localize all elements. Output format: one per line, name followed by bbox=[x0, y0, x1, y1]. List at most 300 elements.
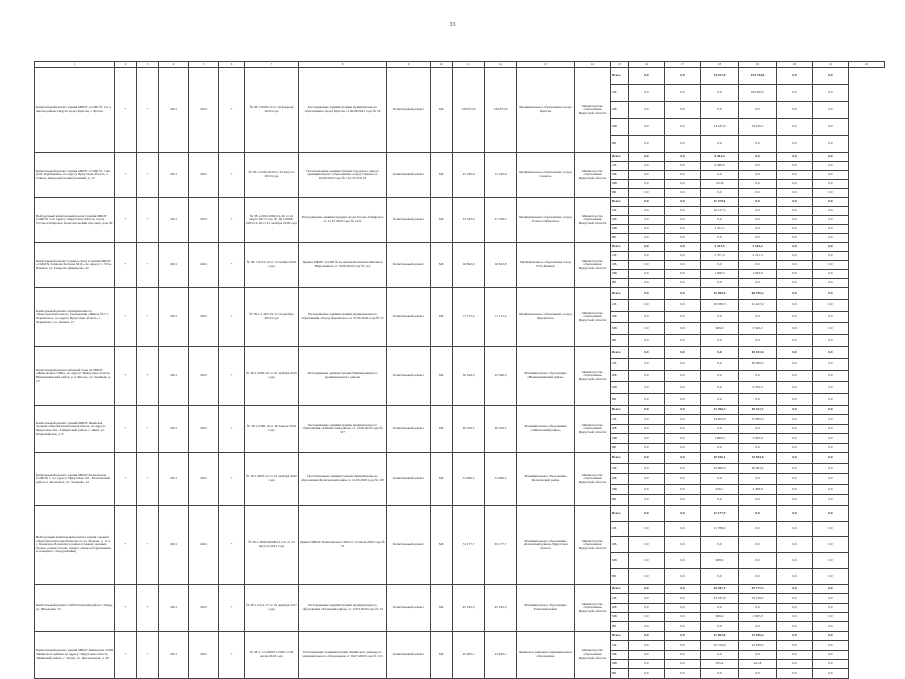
mark-cell: + bbox=[219, 452, 245, 505]
object-name: Капитальный ремонт здания МБОУ Зиминская СОШ Зиминского района по адресу: Иркутская область, Зиминский район, с. Хазан, ул. Центральная, д. 28 bbox=[35, 631, 115, 678]
funding-value: 0,0 bbox=[739, 424, 777, 433]
start-year: 2021 bbox=[159, 346, 189, 405]
funding-value: 0,0 bbox=[665, 505, 701, 521]
funding-value: 3 499,6 bbox=[739, 484, 777, 495]
funding-value: 0,0 bbox=[665, 569, 701, 585]
object-name: Капитальный ремонт (замена окон) в здании МБОУ «СОШ № 6 имени Хохлова М.Д.» по адресу: г. Усть-Илимск, ул. Генерала Димитрова, 32 bbox=[35, 243, 115, 288]
funding-source: ФБ bbox=[611, 474, 629, 485]
expertise-conclusion: № 38-1-0190-2019 от 23 августа 2019 года bbox=[245, 153, 299, 198]
funding-source: Всего bbox=[611, 584, 629, 593]
funding-value: 29 387,5 bbox=[701, 584, 739, 593]
funding-value: 0,0 bbox=[665, 189, 701, 198]
funding-value: 0,0 bbox=[701, 279, 739, 288]
mc-cell: МС bbox=[431, 452, 453, 505]
table-row bbox=[35, 631, 885, 640]
funding-value: 0,0 bbox=[813, 434, 849, 443]
funding-value: 0,0 bbox=[629, 252, 665, 261]
mc-cell: МС bbox=[431, 288, 453, 347]
column-number: 1 bbox=[35, 62, 115, 68]
mark-cell: + bbox=[137, 584, 159, 631]
approval-document: Приказ МБОУ «СОШ № 6» имени Блохинова Михаила Николаевича от 14.08.2020 года № 112 bbox=[299, 243, 387, 288]
funding-value: 0,0 bbox=[777, 279, 813, 288]
ministry: Министерство образования Иркутской области bbox=[575, 405, 611, 452]
funding-source: ОБ bbox=[611, 594, 629, 603]
funding-value: 0,0 bbox=[777, 207, 813, 216]
page-number: 33 bbox=[449, 22, 456, 28]
table-row bbox=[35, 405, 885, 414]
funding-source: ВБ bbox=[611, 569, 629, 585]
funding-value: 19 603,0 bbox=[701, 415, 739, 424]
column-number: 22 bbox=[849, 62, 885, 68]
funding-value: 0,0 bbox=[629, 68, 665, 85]
estimated-cost: 67 242,5 bbox=[453, 584, 485, 631]
funding-value: 0,0 bbox=[813, 279, 849, 288]
funding-value: 12 039,5 bbox=[739, 641, 777, 650]
funding-value: 0,0 bbox=[777, 358, 813, 370]
approval-document: Распоряжение администрации города Усолье-Сибирское от 21.07.2020 года № 1232 bbox=[299, 198, 387, 243]
funding-value: 23 337,6 bbox=[701, 594, 739, 603]
funding-value: 0,0 bbox=[813, 323, 849, 335]
work-kind: Капитальный ремонт bbox=[387, 68, 431, 153]
funding-value: 0,0 bbox=[777, 613, 813, 622]
mark-cell: + bbox=[115, 346, 137, 405]
work-kind: Капитальный ремонт bbox=[387, 584, 431, 631]
funding-value: 0,0 bbox=[629, 622, 665, 631]
approval-document: Распоряжение администрации муниципального образования «Город Черемхово» от 27.06.2020 года № 57 bbox=[299, 288, 387, 347]
column-number: 14 bbox=[575, 62, 611, 68]
funding-source: Всего bbox=[611, 346, 629, 358]
column-number: 21 bbox=[813, 62, 849, 68]
funding-source: ОБ bbox=[611, 299, 629, 311]
mc-cell: МС bbox=[431, 68, 453, 153]
funding-value: 0,0 bbox=[813, 198, 849, 207]
mark-cell: + bbox=[137, 198, 159, 243]
column-number: 5 bbox=[189, 62, 219, 68]
funding-value: 0,0 bbox=[629, 270, 665, 279]
funding-source: Всего bbox=[611, 243, 629, 252]
object-name: Выборочный капитальный ремонт здания средней общеобразовательной школы по ул. Фурова, д. 11 в с. Кошелево Боханского района (замена оконных блоков, ремонт полов, замена электрооборудования и пожарного оборудования) bbox=[35, 505, 115, 584]
end-year: 2022 bbox=[189, 198, 219, 243]
funding-value: 0,0 bbox=[813, 68, 849, 85]
funding-value: 0,0 bbox=[813, 521, 849, 537]
funding-value: 0,0 bbox=[739, 153, 777, 162]
table-row bbox=[35, 243, 885, 252]
start-year: 2021 bbox=[159, 631, 189, 678]
mc-cell: МС bbox=[431, 243, 453, 288]
funding-value: 0,0 bbox=[629, 443, 665, 452]
funding-source: ОБ bbox=[611, 252, 629, 261]
municipality: Муниципальное образование город Усть-Илимск bbox=[517, 243, 575, 288]
funding-value: 0,0 bbox=[777, 631, 813, 640]
funding-value: 0,0 bbox=[665, 102, 701, 119]
funding-value: 0,0 bbox=[665, 252, 701, 261]
mark-cell: + bbox=[115, 405, 137, 452]
mark-cell: + bbox=[115, 288, 137, 347]
column-number: 19 bbox=[739, 62, 777, 68]
estimated-cost: 77 175,4 bbox=[453, 288, 485, 347]
municipality: Муниципальное образование Балаганский район bbox=[517, 452, 575, 505]
funding-value: 0,0 bbox=[813, 136, 849, 153]
funding-source: ОБ bbox=[611, 521, 629, 537]
funding-value: 0,0 bbox=[629, 171, 665, 180]
funding-value: 0,0 bbox=[813, 484, 849, 495]
funding-value: 0,0 bbox=[777, 415, 813, 424]
funding-value: 0,0 bbox=[777, 474, 813, 485]
funding-value: 0,0 bbox=[777, 153, 813, 162]
expertise-conclusion: № 38-1-0213-19 от 13 ноября 2019 года bbox=[245, 243, 299, 288]
funding-value: 0,0 bbox=[701, 424, 739, 433]
funding-value: 0,0 bbox=[739, 505, 777, 521]
funding-value: 0,0 bbox=[665, 171, 701, 180]
funding-value: 0,0 bbox=[777, 270, 813, 279]
funding-value: 0,0 bbox=[665, 382, 701, 394]
mark-cell: + bbox=[219, 631, 245, 678]
funding-value: 0,0 bbox=[665, 323, 701, 335]
column-number: 3 bbox=[137, 62, 159, 68]
funding-value: 0,0 bbox=[777, 594, 813, 603]
funding-value: 0,0 bbox=[629, 484, 665, 495]
funding-value: 0,0 bbox=[701, 569, 739, 585]
funding-value: 0,0 bbox=[777, 162, 813, 171]
expertise-conclusion: № 38-1-0061-0002/12-20 от 24 марта 2017 года, № 38-1-0008-0003/12-18 от 25 октября 2018 года bbox=[245, 198, 299, 243]
funding-value: 10 724,0 bbox=[701, 641, 739, 650]
funding-value: 0,0 bbox=[777, 669, 813, 678]
funding-value: 0,0 bbox=[739, 207, 777, 216]
funding-value: 0,0 bbox=[665, 537, 701, 553]
funding-value: 0,0 bbox=[665, 394, 701, 406]
funding-value: 0,0 bbox=[813, 225, 849, 234]
funding-value: 6 961,4 bbox=[701, 153, 739, 162]
funding-value: 0,0 bbox=[813, 207, 849, 216]
funding-value: 0,0 bbox=[813, 180, 849, 189]
funding-value: 0,0 bbox=[665, 243, 701, 252]
funding-value: 10 030,3 bbox=[701, 299, 739, 311]
funding-value: 0,0 bbox=[739, 216, 777, 225]
funding-source: ФБ bbox=[611, 424, 629, 433]
funding-value: 0,0 bbox=[629, 370, 665, 382]
funding-value: 0,0 bbox=[739, 650, 777, 659]
expertise-conclusion: № 38-1-1-3-026071-2020 от 06 июля 2020 года bbox=[245, 631, 299, 678]
funding-value: 0,0 bbox=[813, 234, 849, 243]
funding-value: 0,0 bbox=[777, 650, 813, 659]
funding-value: 0,0 bbox=[813, 216, 849, 225]
funding-value: 0,0 bbox=[777, 505, 813, 521]
funding-value: 0,0 bbox=[665, 594, 701, 603]
funding-value: 40 063,4 bbox=[739, 463, 777, 474]
funding-value: 0,0 bbox=[777, 569, 813, 585]
start-year: 2021 bbox=[159, 505, 189, 584]
funding-value: 0,0 bbox=[813, 252, 849, 261]
funding-value: 0,0 bbox=[813, 370, 849, 382]
mark-cell: + bbox=[137, 288, 159, 347]
estimated-cost: 16 692,9 bbox=[453, 243, 485, 288]
funding-value: 0,0 bbox=[739, 189, 777, 198]
funding-value: 0,0 bbox=[739, 443, 777, 452]
start-year: 2021 bbox=[159, 153, 189, 198]
estimated-cost: 40 356,3 bbox=[453, 405, 485, 452]
table-row bbox=[35, 452, 885, 463]
funding-value: 0,0 bbox=[777, 603, 813, 612]
expertise-conclusion: № 38-1-1-265-19 от 19 декабря 2019 года bbox=[245, 288, 299, 347]
funding-value: 6 269,6 bbox=[701, 162, 739, 171]
funding-value: 0,0 bbox=[629, 323, 665, 335]
funding-value: 0,0 bbox=[777, 382, 813, 394]
column-number: 6 bbox=[219, 62, 245, 68]
funding-value: 0,0 bbox=[813, 650, 849, 659]
estimated-cost: 25 005,1 bbox=[453, 631, 485, 678]
estimated-cost: 25 190,6 bbox=[453, 153, 485, 198]
funding-value: 0,0 bbox=[629, 335, 665, 347]
funding-value: 0,0 bbox=[665, 225, 701, 234]
work-kind: Капитальный ремонт bbox=[387, 631, 431, 678]
funding-value: 0,0 bbox=[777, 85, 813, 102]
mc-cell: МС bbox=[431, 153, 453, 198]
funding-value: 0,0 bbox=[701, 669, 739, 678]
approval-document: Приказ МБОУ Кошелевская СОШ от 12 июля 2020 года № 35 bbox=[299, 505, 387, 584]
funding-value: 0,0 bbox=[665, 443, 701, 452]
funding-value: 0,0 bbox=[739, 225, 777, 234]
funding-value: 0,0 bbox=[701, 537, 739, 553]
funding-value: 0,0 bbox=[665, 495, 701, 506]
municipality: Муниципальное образование «Нижнеилимский район» bbox=[517, 346, 575, 405]
funding-value: 0,0 bbox=[813, 641, 849, 650]
funding-value: 0,0 bbox=[739, 521, 777, 537]
funding-value: 2 231,3 bbox=[739, 252, 777, 261]
funding-value: 0,0 bbox=[813, 243, 849, 252]
funding-value: 0,0 bbox=[777, 311, 813, 323]
remaining-cost: 126 873,6 bbox=[485, 68, 517, 153]
funding-value: 0,0 bbox=[813, 631, 849, 640]
funding-value: 0,0 bbox=[665, 603, 701, 612]
funding-value: 0,0 bbox=[813, 594, 849, 603]
ministry: Министерство образования Иркутской области bbox=[575, 153, 611, 198]
funding-value: 0,0 bbox=[665, 631, 701, 640]
funding-value: 1 002,9 bbox=[739, 270, 777, 279]
funding-value: 0,0 bbox=[665, 434, 701, 443]
funding-value: 0,0 bbox=[629, 153, 665, 162]
funding-value: 0,0 bbox=[665, 207, 701, 216]
funding-value: 14 427,0 bbox=[701, 68, 739, 85]
column-number: 9 bbox=[387, 62, 431, 68]
funding-value: 0,0 bbox=[739, 622, 777, 631]
funding-value: 0,0 bbox=[701, 622, 739, 631]
start-year: 2021 bbox=[159, 452, 189, 505]
funding-value: 36 406,3 bbox=[739, 358, 777, 370]
funding-value: 0,0 bbox=[665, 358, 701, 370]
column-number: 17 bbox=[665, 62, 701, 68]
funding-value: 0,0 bbox=[813, 613, 849, 622]
funding-value: 0,0 bbox=[629, 119, 665, 136]
funding-value: 0,0 bbox=[777, 136, 813, 153]
work-kind: Капитальный ремонт bbox=[387, 288, 431, 347]
funding-value: 0,0 bbox=[665, 521, 701, 537]
mark-cell: + bbox=[219, 346, 245, 405]
funding-value: 0,0 bbox=[629, 358, 665, 370]
remaining-cost: 40 356,3 bbox=[485, 405, 517, 452]
funding-value: 0,0 bbox=[629, 537, 665, 553]
funding-value: 0,0 bbox=[629, 225, 665, 234]
funding-value: 0,0 bbox=[665, 261, 701, 270]
funding-value: 0,0 bbox=[813, 474, 849, 485]
funding-value: 0,0 bbox=[739, 669, 777, 678]
column-number: 20 bbox=[777, 62, 813, 68]
mc-cell: МС bbox=[431, 631, 453, 678]
estimated-cost: 31 343,6 bbox=[453, 198, 485, 243]
remaining-cost: 16 623,8 bbox=[485, 243, 517, 288]
funding-value: 0,0 bbox=[665, 622, 701, 631]
funding-value: 13 440,4 bbox=[739, 631, 777, 640]
funding-value: 0,0 bbox=[629, 198, 665, 207]
funding-source: ВБ bbox=[611, 495, 629, 506]
funding-value: 0,0 bbox=[629, 299, 665, 311]
funding-value: 100 494,7 bbox=[739, 85, 777, 102]
work-kind: Капитальный ремонт bbox=[387, 346, 431, 405]
funding-source: МБ bbox=[611, 660, 629, 669]
funding-value: 0,0 bbox=[629, 669, 665, 678]
funding-value: 0,0 bbox=[813, 335, 849, 347]
funding-source: ОБ bbox=[611, 358, 629, 370]
funding-value: 0,0 bbox=[665, 198, 701, 207]
funding-source: ФБ bbox=[611, 171, 629, 180]
expertise-conclusion: № 38-1-0879-15 от 25 октября 2020 года bbox=[245, 452, 299, 505]
column-number: 12 bbox=[485, 62, 517, 68]
funding-value: 0,0 bbox=[629, 424, 665, 433]
funding-value: 0,0 bbox=[777, 119, 813, 136]
funding-source: ОБ bbox=[611, 85, 629, 102]
funding-value: 0,0 bbox=[739, 537, 777, 553]
funding-value: 21 496,3 bbox=[701, 405, 739, 414]
funding-value: 0,0 bbox=[739, 279, 777, 288]
table-row bbox=[35, 505, 885, 521]
end-year: 2022 bbox=[189, 631, 219, 678]
funding-source: ОБ bbox=[611, 463, 629, 474]
funding-value: 0,0 bbox=[665, 162, 701, 171]
funding-value: 10 936,1 bbox=[701, 452, 739, 463]
funding-source: ОБ bbox=[611, 641, 629, 650]
funding-value: 0,0 bbox=[629, 405, 665, 414]
funding-value: 0,0 bbox=[665, 270, 701, 279]
ministry: Министерство образования Иркутской области bbox=[575, 68, 611, 153]
funding-value: 0,0 bbox=[813, 660, 849, 669]
mark-cell: + bbox=[219, 584, 245, 631]
approval-document: Постановление администрации городского округа муниципального образования «город Саянск» от 04.09.2019 года № 110-37-976-19 bbox=[299, 153, 387, 198]
mc-cell: МС bbox=[431, 346, 453, 405]
funding-value: 0,0 bbox=[629, 261, 665, 270]
object-name: Капитальный ремонт зданий МБОУ Икейская средняя общеобразовательная школа, по адресу: Иркутская обл., Тайшетский район, с. Икей, ул. Первомайская, д. 8 bbox=[35, 405, 115, 452]
funding-value: 0,0 bbox=[813, 669, 849, 678]
mark-cell: + bbox=[137, 68, 159, 153]
funding-value: 0,0 bbox=[777, 484, 813, 495]
funding-source: ФБ bbox=[611, 102, 629, 119]
mark-cell: + bbox=[137, 405, 159, 452]
approval-document: Распоряжение администрации муниципального образования «Тайшетский район» от 14.06.2020 года № 317 bbox=[299, 405, 387, 452]
funding-value: 0,0 bbox=[665, 346, 701, 358]
funding-value: 0,0 bbox=[813, 162, 849, 171]
funding-value: 10 969,6 bbox=[701, 288, 739, 300]
funding-value: 0,0 bbox=[665, 180, 701, 189]
funding-value: 11 379,0 bbox=[701, 198, 739, 207]
end-year: 2022 bbox=[189, 405, 219, 452]
funding-value: 0,0 bbox=[739, 261, 777, 270]
end-year: 2022 bbox=[189, 243, 219, 288]
funding-value: 0,0 bbox=[665, 669, 701, 678]
funding-value: 0,0 bbox=[813, 358, 849, 370]
funding-value: 0,0 bbox=[813, 505, 849, 521]
funding-value: 0,0 bbox=[665, 234, 701, 243]
funding-value: 0,0 bbox=[701, 85, 739, 102]
start-year: 2021 bbox=[159, 584, 189, 631]
funding-value: 0,0 bbox=[701, 189, 739, 198]
funding-value: 66 790,2 bbox=[739, 288, 777, 300]
table-row bbox=[35, 288, 885, 300]
funding-source: ФБ bbox=[611, 261, 629, 270]
funding-value: 0,0 bbox=[629, 452, 665, 463]
funding-value: 0,0 bbox=[777, 261, 813, 270]
end-year: 2022 bbox=[189, 153, 219, 198]
funding-value: 0,0 bbox=[665, 311, 701, 323]
funding-value: 0,0 bbox=[777, 335, 813, 347]
funding-value: 0,0 bbox=[739, 474, 777, 485]
funding-value: 0,0 bbox=[739, 171, 777, 180]
start-year: 2021 bbox=[159, 68, 189, 153]
funding-source: Всего bbox=[611, 198, 629, 207]
funding-value: 0,0 bbox=[629, 85, 665, 102]
funding-value: 0,0 bbox=[701, 650, 739, 659]
funding-value: 0,0 bbox=[701, 394, 739, 406]
funding-value: 0,0 bbox=[777, 641, 813, 650]
funding-value: 0,0 bbox=[665, 424, 701, 433]
municipality: Муниципальное образование «город Усолье-Сибирское» bbox=[517, 198, 575, 243]
work-kind: Капитальный ремонт bbox=[387, 153, 431, 198]
funding-value: 0,0 bbox=[777, 495, 813, 506]
funding-source: Всего bbox=[611, 452, 629, 463]
mark-cell: + bbox=[115, 505, 137, 584]
table-row bbox=[35, 584, 885, 593]
funding-value: 595,4 bbox=[701, 660, 739, 669]
estimated-cost: 51 006,5 bbox=[453, 452, 485, 505]
funding-value: 14 427,0 bbox=[701, 119, 739, 136]
funding-value: 0,0 bbox=[629, 613, 665, 622]
object-name: Капитальный ремонт здания МБОУ Балаганская СОШ № 1, по адресу: Иркутская обл., Балаганский район, п. Балаганск, ул. Лазарева, 12 bbox=[35, 452, 115, 505]
funding-value: 0,0 bbox=[629, 189, 665, 198]
funding-value: 0,0 bbox=[813, 311, 849, 323]
start-year: 2021 bbox=[159, 288, 189, 347]
funding-value: 0,0 bbox=[777, 299, 813, 311]
funding-value: 5 343,2 bbox=[739, 323, 777, 335]
mark-cell: + bbox=[219, 68, 245, 153]
table-row bbox=[35, 198, 885, 207]
funding-value: 0,0 bbox=[629, 216, 665, 225]
funding-value: 0,0 bbox=[665, 484, 701, 495]
funding-value: 0,0 bbox=[629, 162, 665, 171]
funding-value: 0,0 bbox=[739, 162, 777, 171]
funding-source: ФБ bbox=[611, 311, 629, 323]
start-year: 2021 bbox=[159, 243, 189, 288]
funding-value: 0,0 bbox=[739, 603, 777, 612]
column-number: 7 bbox=[245, 62, 299, 68]
funding-value: 0,0 bbox=[665, 216, 701, 225]
mc-cell: МС bbox=[431, 505, 453, 584]
funding-value: 0,0 bbox=[813, 261, 849, 270]
object-name: Капитальный ремонт здания МБОУ «СОШ № 1 им. Д.М. Карбышева» по адресу Иркутская область, г. Саянск, микрорайон Центральный, д. 10 bbox=[35, 153, 115, 198]
work-kind: Капитальный ремонт bbox=[387, 405, 431, 452]
funding-value: 0,0 bbox=[629, 102, 665, 119]
funding-value: 0,0 bbox=[813, 537, 849, 553]
mc-cell: МС bbox=[431, 198, 453, 243]
funding-value: 0,0 bbox=[701, 171, 739, 180]
funding-value: 0,0 bbox=[701, 346, 739, 358]
funding-value: 0,0 bbox=[629, 584, 665, 593]
